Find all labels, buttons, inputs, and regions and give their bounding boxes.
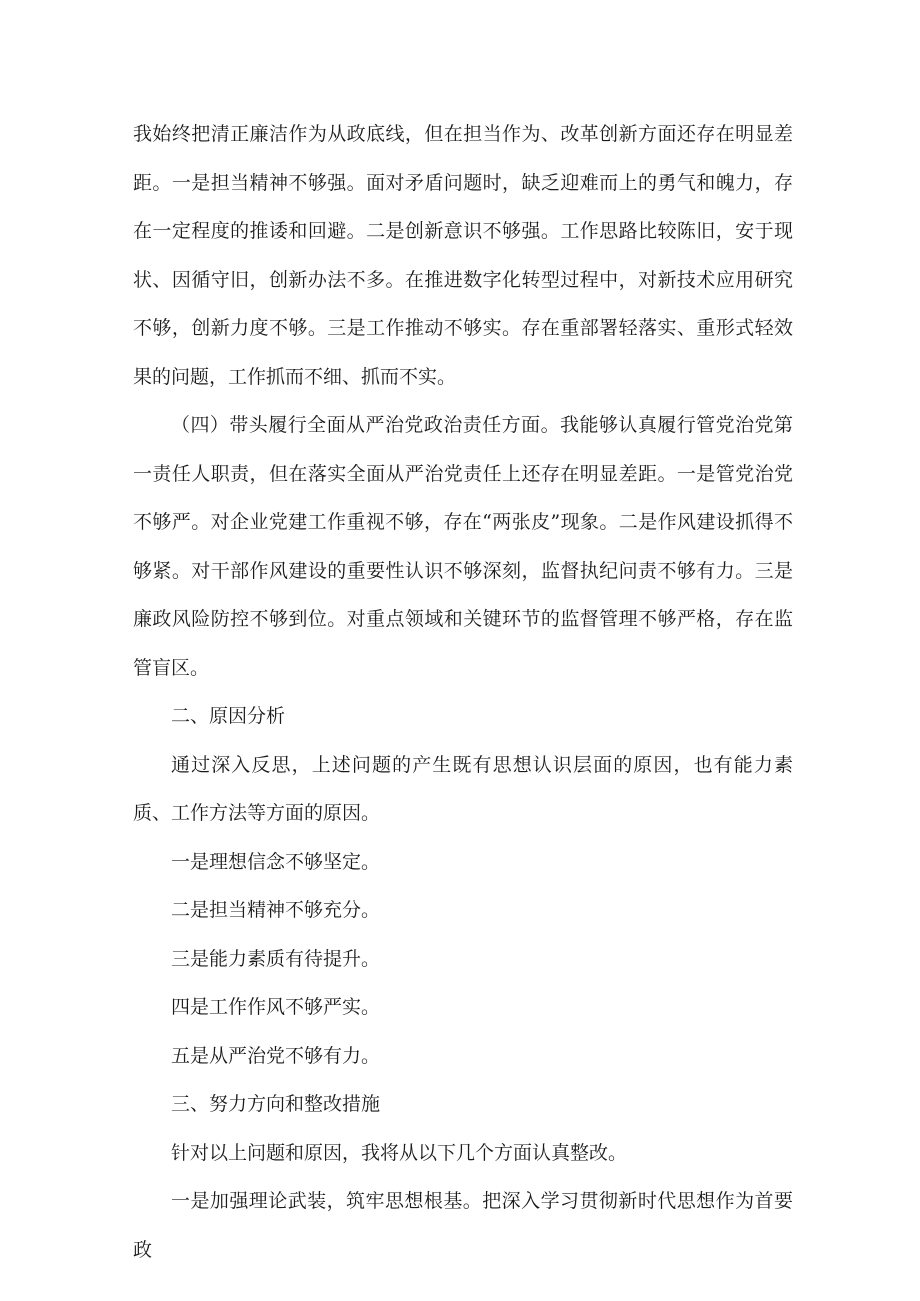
list-item-reason-5: 五是从严治党不够有力。 xyxy=(171,1044,381,1067)
list-item-reason-4: 四是工作作风不够严实。 xyxy=(171,996,381,1018)
document-body xyxy=(133,110,793,1274)
paragraph-reason-intro: 通过深入反思，上述问题的产生既有思想认识层面的原因，也有能力素质、工作方法等方面的原因。 xyxy=(133,753,793,824)
paragraph-measure-1: 一是加强理论武装，筑牢思想根基。把深入学习贯彻新时代思想作为首要政 xyxy=(133,1190,793,1261)
list-item-reason-1: 一是理想信念不够坚定。 xyxy=(171,850,381,873)
paragraph-measure-intro: 针对以上问题和原因，我将从以下几个方面认真整改。 xyxy=(171,1141,628,1164)
paragraph-continuation: 我始终把清正廉洁作为从政底线，但在担当作为、改革创新方面还存在明显差距。一是担当精神不够强。面对矛盾问题时，缺乏迎难而上的勇气和魄力，存在一定程度的推诿和回避。二是创新意识不够强。工作思路比较陈旧，安于现状、因循守旧，创新办法不多。在推进数字化转型过程中，对新技术应用研究不够，创新力度不够。三是工作推动不够实。存在重部署轻落实、重形式轻效果的问题，工作抓而不细、抓而不实。 xyxy=(133,123,793,388)
section-heading-measures: 三、努力方向和整改措施 xyxy=(171,1093,381,1115)
section-heading-reason-analysis: 二、原因分析 xyxy=(171,705,286,727)
list-item-reason-3: 三是能力素质有待提升。 xyxy=(171,947,381,970)
paragraph-section-four: （四）带头履行全面从严治党政治责任方面。我能够认真履行管党治党第一责任人职责，但在落实全面从严治党责任上还存在明显差距。一是管党治党不够严。对企业党建工作重视不够，存在“两张皮”现象。二是作风建设抓得不够紧。对干部作风建设的重要性认识不够深刻，监督执纪问责不够有力。三是廉政风险防控不够到位。对重点领域和关键环节的监督管理不够严格，存在监管盲区。 xyxy=(133,414,793,679)
list-item-reason-2: 二是担当精神不够充分。 xyxy=(171,899,381,921)
